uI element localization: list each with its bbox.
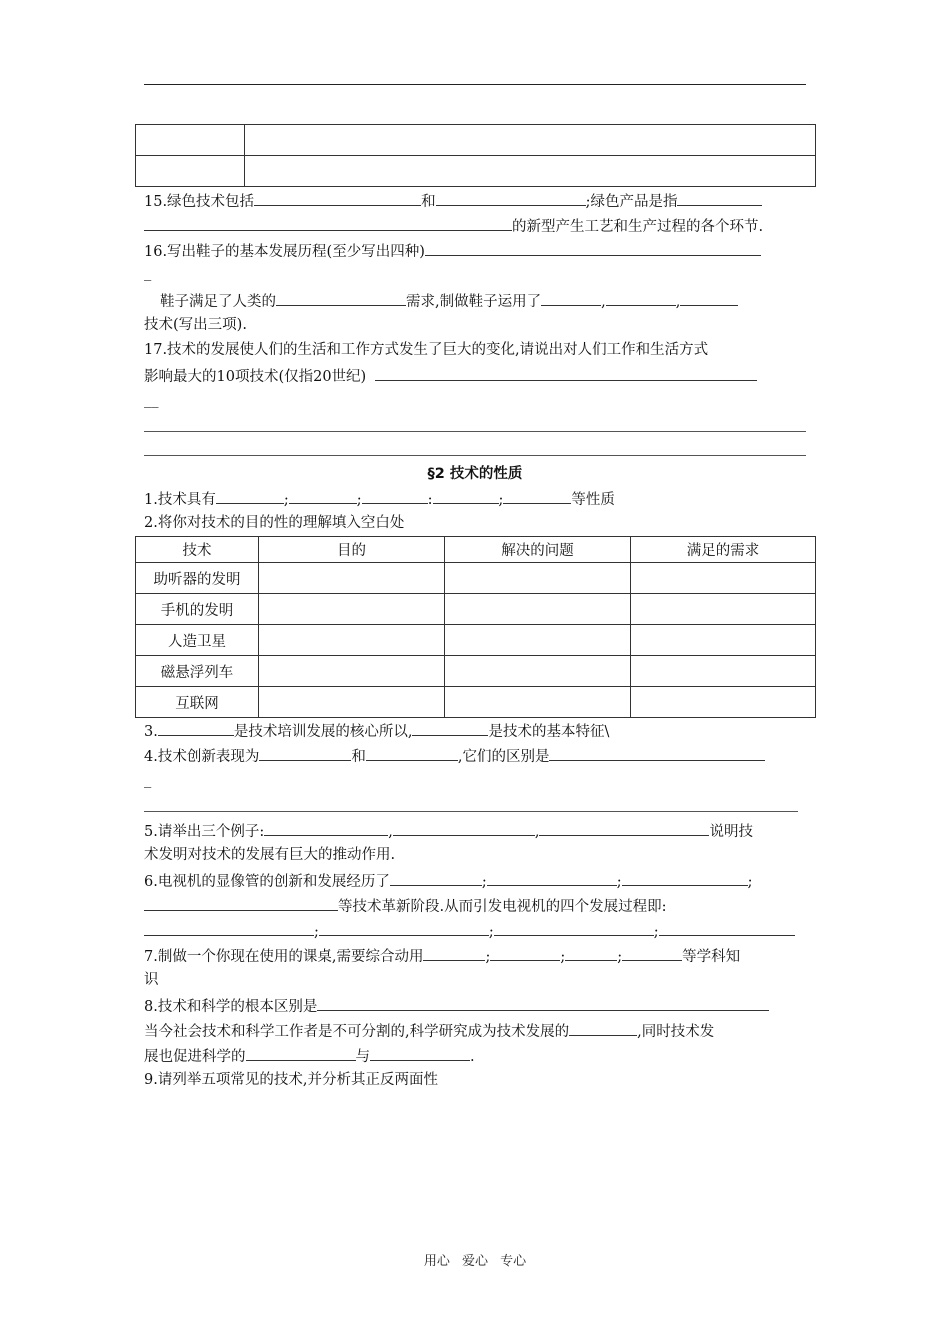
table-row-label: 助听器的发明 [136,563,259,594]
s2q7-line2: 识 [144,972,159,988]
table-cell[interactable] [631,563,816,594]
s2q6-blank[interactable] [144,895,338,911]
s2q7-blank[interactable] [423,945,485,961]
s2q4-blank[interactable] [366,745,458,761]
table-cell[interactable] [259,625,445,656]
s2q8-blank[interactable] [246,1045,356,1061]
q17-line1: 17.技术的发展使人们的生活和工作方式发生了巨大的变化,请说出对人们工作和生活方式 [144,342,709,358]
s2q4-line: 4.技术创新表现为 和 ,它们的区别是 [144,745,765,765]
q16-line1: 16.写出鞋子的基本发展历程(至少写出四种) [144,240,761,260]
q15-blank[interactable] [677,190,762,206]
top-table-cell[interactable] [136,125,245,156]
section-heading: §2 技术的性质 [427,466,523,482]
top-table [135,124,816,187]
q17-dash: __ [144,392,159,408]
q16-dash: _ [144,265,152,281]
q17-line2: 影响最大的10项技术(仅指20世纪) [144,365,757,385]
s2q7-blank[interactable] [622,945,682,961]
table-row-label: 手机的发明 [136,594,259,625]
s2q5-line2: 术发明对技术的发展有巨大的推动作用. [144,847,396,863]
s2q6-blank[interactable] [494,920,654,936]
q16-blank[interactable] [606,290,676,306]
q15-line1: 15.绿色技术包括 和 ;绿色产品是指 [144,190,762,210]
answer-line[interactable] [144,811,798,812]
q15-line2: 的新型产生工艺和生产过程的各个环节. [144,215,763,235]
s2q5-blank[interactable] [264,820,388,836]
q15-blank[interactable] [144,215,512,231]
table-cell[interactable] [445,563,631,594]
q16-blank[interactable] [425,240,761,256]
header-rule [144,84,806,85]
table-row-label: 人造卫星 [136,625,259,656]
table-cell[interactable] [259,687,445,718]
s2q7-blank[interactable] [565,945,617,961]
table-cell[interactable] [631,625,816,656]
q15-blank[interactable] [254,190,421,206]
s2q5-blank[interactable] [393,820,535,836]
table-cell[interactable] [631,656,816,687]
table-row-label: 磁悬浮列车 [136,656,259,687]
s2q7-blank[interactable] [490,945,560,961]
table-header-row [136,537,816,563]
table-row [136,656,816,687]
answer-line[interactable] [144,431,806,432]
s2q9-text: 9.请列举五项常见的技术,并分析其正反两面性 [144,1072,438,1088]
s2q5-blank[interactable] [539,820,709,836]
q16-blank[interactable] [680,290,738,306]
table-cell[interactable] [259,563,445,594]
s2q6-blank[interactable] [390,870,482,886]
s2q8-line2: 当今社会技术和科学工作者是不可分割的,科学研究成为技术发展的 ,同时技术发 [144,1020,714,1040]
q16-blank[interactable] [276,290,406,306]
table-header: 满足的需求 [631,537,816,563]
s2q4-dash: _ [144,772,152,788]
q16-line2: 鞋子满足了人类的 需求,制做鞋子运用了 , , [160,290,738,310]
s2q6-blank[interactable] [622,870,748,886]
top-table-cell[interactable] [245,125,816,156]
table-header: 目的 [259,537,445,563]
s2q1-blank[interactable] [362,488,428,504]
table-cell[interactable] [631,687,816,718]
s2q6-blank[interactable] [144,920,314,936]
s2q7-line1: 7.制做一个你现在使用的课桌,需要综合动用 ; ; ; 等学科知 [144,945,740,965]
s2q6-line3: ; ; ; [144,920,795,940]
table-row [136,687,816,718]
table-header: 解决的问题 [445,537,631,563]
s2q8-blank[interactable] [317,995,769,1011]
s2q5-line1: 5.请举出三个例子: , , 说明技 [144,820,753,840]
table-cell[interactable] [445,656,631,687]
s2q1-blank[interactable] [289,488,357,504]
table-header: 技术 [136,537,259,563]
table-row [136,625,816,656]
s2q1-blank[interactable] [433,488,499,504]
table-cell[interactable] [445,625,631,656]
s2q1-blank[interactable] [503,488,571,504]
table-cell[interactable] [259,594,445,625]
s2q3-line: 3. 是技术培训发展的核心所以, 是技术的基本特征\ [144,720,609,740]
answer-line[interactable] [144,455,806,456]
s2q6-blank[interactable] [319,920,489,936]
page-footer: 用心 爱心 专心 [423,1254,527,1269]
s2q8-blank[interactable] [370,1045,470,1061]
q15-blank[interactable] [436,190,586,206]
s2q1-blank[interactable] [216,488,284,504]
s2q1-line: 1.技术具有 ; ; : ; 等性质 [144,488,615,508]
s2q8-line1: 8.技术和科学的根本区别是 [144,995,769,1015]
q17-blank[interactable] [375,365,757,381]
table-row [136,594,816,625]
s2q6-line1: 6.电视机的显像管的创新和发展经历了 ; ; ; [144,870,753,890]
table-cell[interactable] [631,594,816,625]
table-cell[interactable] [445,594,631,625]
table-cell[interactable] [445,687,631,718]
q16-line3: 技术(写出三项). [144,317,247,333]
s2q3-blank[interactable] [158,720,234,736]
s2q8-line3: 展也促进科学的 与 . [144,1045,475,1065]
s2q6-blank[interactable] [659,920,795,936]
s2q6-blank[interactable] [487,870,617,886]
table-row [136,563,816,594]
top-table-cell[interactable] [136,156,245,187]
top-table-cell[interactable] [245,156,816,187]
q16-blank[interactable] [541,290,601,306]
table-row-label: 互联网 [136,687,259,718]
s2q6-line2: 等技术革新阶段.从而引发电视机的四个发展过程即: [144,895,667,915]
s2q8-blank[interactable] [569,1020,637,1036]
s2q3-blank[interactable] [412,720,488,736]
s2q4-blank[interactable] [549,745,765,761]
s2q4-blank[interactable] [259,745,351,761]
purpose-table [135,536,816,718]
s2q2-text: 2.将你对技术的目的性的理解填入空白处 [144,515,405,531]
table-cell[interactable] [259,656,445,687]
